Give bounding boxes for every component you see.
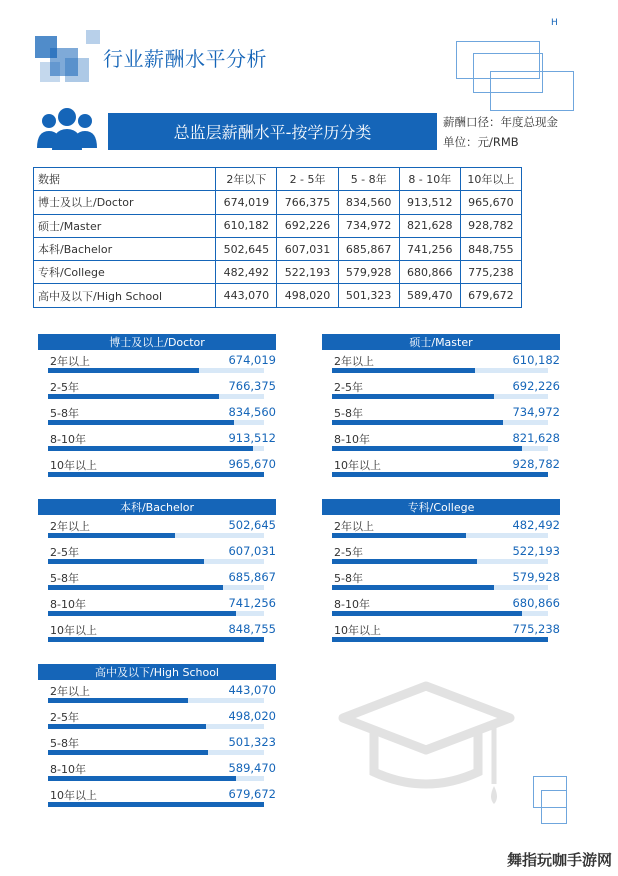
card-row [48,377,276,403]
card-row [332,516,560,542]
salary-bar [48,637,264,642]
table-cell: 766,375 [277,191,338,214]
salary-bar [332,637,548,642]
card-title: 硕士/Master [322,334,560,350]
table-cell: 913,512 [399,191,460,214]
salary-bar-track [332,533,548,538]
salary-bar-track [48,637,264,642]
salary-bar-track [332,368,548,373]
salary-bar-track [48,724,264,729]
salary-value: 734,972 [512,405,560,419]
table-row [34,214,522,237]
experience-label: 2-5年 [334,546,363,559]
table-cell: 775,238 [460,261,521,284]
salary-value: 589,470 [228,761,276,775]
card-row [48,429,276,455]
experience-label: 8-10年 [50,763,86,776]
card-title: 高中及以下/High School [38,664,276,680]
card-row [48,707,276,733]
table-cell: 821,628 [399,214,460,237]
header-deco-square [40,62,60,82]
section-banner: 总监层薪酬水平-按学历分类 [108,113,437,150]
salary-bar [332,533,466,538]
salary-bar-track [48,472,264,477]
row-label: 博士及以上/Doctor [34,191,216,214]
salary-bar [48,446,253,451]
table-header-row [34,168,522,191]
salary-value: 482,492 [512,518,560,532]
table-header-cell: 2年以下 [216,168,277,191]
footer-deco-outline [541,790,567,824]
experience-label: 10年以上 [334,624,381,637]
card-row [48,542,276,568]
unit-label: 单位：元/RMB [443,135,519,149]
salary-value: 579,928 [512,570,560,584]
salary-value: 498,020 [228,709,276,723]
table-cell: 692,226 [277,214,338,237]
salary-value: 501,323 [228,735,276,749]
salary-value: 766,375 [228,379,276,393]
table-cell: 680,866 [399,261,460,284]
salary-value: 848,755 [228,622,276,636]
card-row [332,377,560,403]
table-cell: 502,645 [216,237,277,260]
experience-label: 5-8年 [50,737,79,750]
card-doctor [38,334,276,474]
card-high-school [38,664,276,804]
salary-bar [48,533,175,538]
table-header-cell: 2 - 5年 [277,168,338,191]
table-cell: 589,470 [399,284,460,307]
experience-label: 10年以上 [50,624,97,637]
table-cell: 522,193 [277,261,338,284]
salary-value: 741,256 [228,596,276,610]
table-cell: 443,070 [216,284,277,307]
salary-bar-track [48,420,264,425]
salary-value: 610,182 [512,353,560,367]
salary-value: 692,226 [512,379,560,393]
table-cell: 685,867 [338,237,399,260]
experience-label: 2年以上 [50,685,90,698]
experience-label: 2年以上 [50,355,90,368]
page-mark: H [551,18,558,28]
salary-bar-track [332,637,548,642]
salary-bar [48,698,188,703]
experience-label: 5-8年 [50,407,79,420]
experience-label: 8-10年 [50,433,86,446]
card-row [332,620,560,646]
salary-bar-track [332,446,548,451]
salary-bar-track [332,611,548,616]
card-row [48,403,276,429]
table-header-cell: 8 - 10年 [399,168,460,191]
card-row [48,455,276,481]
table-cell: 848,755 [460,237,521,260]
salary-bar-track [48,394,264,399]
card-row [48,733,276,759]
table-cell: 498,020 [277,284,338,307]
salary-value: 965,670 [228,457,276,471]
salary-value: 679,672 [228,787,276,801]
card-row [48,681,276,707]
header-deco-outline [490,71,574,111]
salary-bar [48,559,204,564]
table-cell: 501,323 [338,284,399,307]
card-master [322,334,560,474]
experience-label: 2年以上 [334,355,374,368]
row-label: 本科/Bachelor [34,237,216,260]
experience-label: 5-8年 [334,572,363,585]
row-label: 硕士/Master [34,214,216,237]
row-label: 专科/College [34,261,216,284]
salary-table [33,167,522,308]
table-cell: 834,560 [338,191,399,214]
experience-label: 10年以上 [334,459,381,472]
salary-bar [332,559,477,564]
card-row [332,403,560,429]
salary-bar [48,776,236,781]
salary-bar-track [48,368,264,373]
salary-bar-track [48,750,264,755]
salary-bar-track [332,394,548,399]
salary-value: 680,866 [512,596,560,610]
experience-label: 5-8年 [50,572,79,585]
experience-label: 2-5年 [50,546,79,559]
salary-value: 607,031 [228,544,276,558]
table-header-cell: 10年以上 [460,168,521,191]
experience-label: 8-10年 [334,598,370,611]
salary-caliber: 薪酬口径：年度总现金 [443,115,558,129]
salary-bar-track [332,585,548,590]
card-row [48,351,276,377]
salary-value: 913,512 [228,431,276,445]
people-group-icon [36,106,98,152]
table-row [34,237,522,260]
experience-label: 2-5年 [50,381,79,394]
card-bachelor [38,499,276,639]
salary-bar [332,420,503,425]
table-row [34,284,522,307]
card-title: 专科/College [322,499,560,515]
salary-bar [332,585,494,590]
experience-label: 5-8年 [334,407,363,420]
table-cell: 607,031 [277,237,338,260]
card-row [332,429,560,455]
table-cell: 679,672 [460,284,521,307]
table-cell: 741,256 [399,237,460,260]
salary-bar [332,446,522,451]
salary-value: 522,193 [512,544,560,558]
experience-label: 2年以上 [50,520,90,533]
table-cell: 674,019 [216,191,277,214]
salary-value: 928,782 [512,457,560,471]
card-row [48,620,276,646]
page-title: 行业薪酬水平分析 [103,47,267,71]
card-title: 本科/Bachelor [38,499,276,515]
table-cell: 579,928 [338,261,399,284]
card-row [48,568,276,594]
salary-bar-track [48,611,264,616]
card-title: 博士及以上/Doctor [38,334,276,350]
salary-bar-track [48,533,264,538]
salary-bar-track [48,802,264,807]
salary-value: 674,019 [228,353,276,367]
table-cell: 928,782 [460,214,521,237]
card-row [332,594,560,620]
card-college [322,499,560,639]
experience-label: 2年以上 [334,520,374,533]
salary-bar [48,585,223,590]
salary-value: 685,867 [228,570,276,584]
table-cell: 610,182 [216,214,277,237]
experience-label: 10年以上 [50,459,97,472]
salary-bar-track [48,585,264,590]
card-row [48,785,276,811]
salary-bar [332,472,548,477]
salary-bar [48,611,236,616]
salary-bar [48,724,206,729]
salary-bar [332,394,494,399]
card-row [332,568,560,594]
experience-label: 8-10年 [50,598,86,611]
experience-label: 2-5年 [50,711,79,724]
table-header-cell: 5 - 8年 [338,168,399,191]
table-cell: 734,972 [338,214,399,237]
card-row [48,594,276,620]
table-row [34,191,522,214]
card-row [332,351,560,377]
salary-bar [332,368,475,373]
salary-bar-track [48,559,264,564]
salary-bar [48,750,208,755]
card-row [48,759,276,785]
salary-value: 502,645 [228,518,276,532]
row-label: 高中及以下/High School [34,284,216,307]
header-deco-square [86,30,100,44]
graduation-cap-icon [338,680,518,810]
salary-value: 821,628 [512,431,560,445]
salary-bar-track [332,559,548,564]
salary-bar-track [332,420,548,425]
table-cell: 482,492 [216,261,277,284]
experience-label: 10年以上 [50,789,97,802]
salary-value: 443,070 [228,683,276,697]
salary-value: 834,560 [228,405,276,419]
salary-value: 775,238 [512,622,560,636]
experience-label: 2-5年 [334,381,363,394]
salary-bar [48,802,264,807]
salary-bar [48,420,234,425]
site-logo-text: 舞指玩咖手游网 [506,851,612,869]
salary-bar [48,368,199,373]
salary-bar-track [48,776,264,781]
card-row [332,542,560,568]
card-row [332,455,560,481]
card-row [48,516,276,542]
salary-bar-track [48,446,264,451]
table-header-cell: 数据 [34,168,216,191]
salary-bar [48,472,264,477]
salary-bar-track [332,472,548,477]
salary-bar-track [48,698,264,703]
experience-label: 8-10年 [334,433,370,446]
table-cell: 965,670 [460,191,521,214]
salary-bar [48,394,219,399]
header-deco-square [65,58,89,82]
table-row [34,261,522,284]
salary-bar [332,611,522,616]
